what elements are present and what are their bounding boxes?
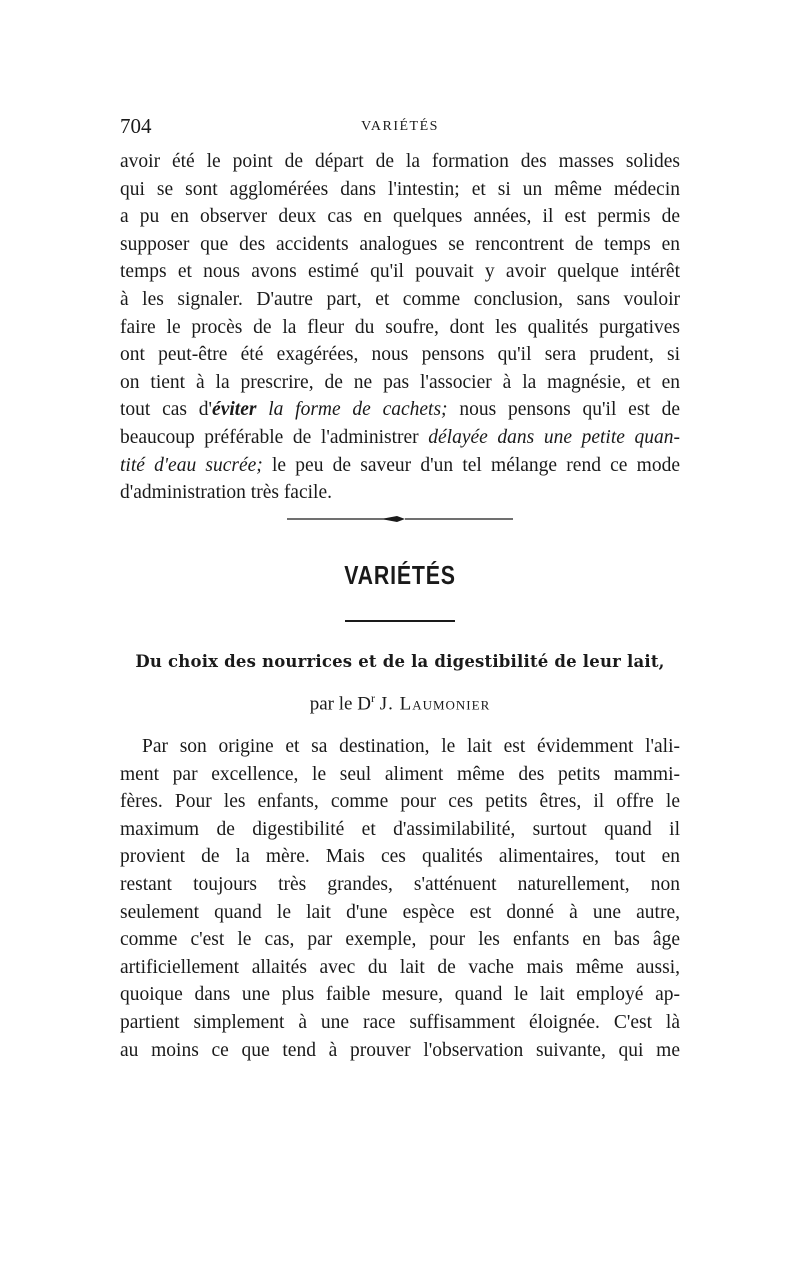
section-divider-ornament [285, 512, 515, 526]
text-run: nous pensons qu'il est de [447, 399, 680, 421]
text-line: ment par excellence, le seul aliment même des petits mammi- [120, 763, 680, 785]
text-run: beaucoup préférable de l'administrer [120, 426, 429, 448]
page-header [120, 114, 680, 140]
text-line: artificiellement allaités avec du lait de vache mais même aussi, [120, 956, 680, 978]
emphasis-text: éviter [212, 399, 257, 421]
text-line: d'administration très facile. [120, 482, 332, 504]
byline-superscript: r [370, 691, 375, 705]
text-line-mixed [120, 396, 680, 424]
text-line: à les signaler. D'autre part, et comme conclusion, sans vouloir [120, 288, 680, 310]
previous-article-paragraph [120, 148, 680, 507]
article-title: Du choix des nourrices et de la digestibilité de leur lait, [135, 652, 665, 671]
text-line: quoique dans une plus faible mesure, quand le lait employé ap- [120, 984, 680, 1006]
author-name: J. Laumonier [379, 693, 491, 715]
running-head: VARIÉTÉS [361, 119, 439, 134]
italic-text: la forme de cachets; [256, 399, 448, 421]
page-number: 704 [120, 114, 152, 138]
byline-prefix: par le D [309, 693, 371, 715]
text-line: partient simplement à une race suffisamment éloignée. C'est là [120, 1011, 680, 1033]
text-line: Par son origine et sa destination, le lait est évidemment l'ali- [142, 736, 680, 757]
text-line: faire le procès de la fleur du soufre, dont les qualités purgatives [120, 316, 680, 338]
text-line: supposer que des accidents analogues se rencontrent de temps en [120, 233, 680, 255]
italic-text: tité d'eau sucrée; [120, 454, 263, 476]
text-line: avoir été le point de départ de la formation des masses solides [120, 151, 680, 172]
text-line: a pu en observer deux cas en quelques années, il est permis de [120, 206, 680, 228]
text-line: maximum de digestibilité et d'assimilabilité, surtout quand il [120, 818, 680, 840]
text-line: seulement quand le lait d'une espèce est donné à une autre, [120, 901, 680, 923]
text-line: restant toujours très grandes, s'atténuent naturellement, non [120, 873, 680, 895]
text-line-mixed [120, 452, 680, 480]
text-line: on tient à la prescrire, de ne pas l'associer à la magnésie, et en [120, 371, 680, 393]
text-run: le peu de saveur d'un tel mélange rend ce mode [262, 454, 680, 476]
text-line: qui se sont agglomérées dans l'intestin; et si un même médecin [120, 178, 680, 200]
text-line-mixed [120, 424, 680, 452]
byline [0, 691, 800, 715]
section-title: VARIÉTÉS [344, 560, 456, 590]
italic-text: délayée dans une petite quan- [428, 426, 680, 448]
text-line: ont peut-être été exagérées, nous pensons qu'il sera prudent, si [120, 344, 680, 366]
text-run: tout cas d' [120, 399, 213, 421]
article-paragraph [120, 733, 680, 1064]
text-line: fères. Pour les enfants, comme pour ces petits êtres, il offre le [120, 791, 680, 813]
text-line: provient de la mère. Mais ces qualités alimentaires, tout en [120, 846, 680, 868]
text-line: comme c'est le cas, par exemple, pour les enfants en bas âge [120, 929, 680, 951]
text-line: au moins ce que tend à prouver l'observation suivante, qui me [120, 1039, 680, 1061]
text-line: temps et nous avons estimé qu'il pouvait y avoir quelque intérêt [120, 261, 680, 283]
title-rule [345, 620, 455, 622]
